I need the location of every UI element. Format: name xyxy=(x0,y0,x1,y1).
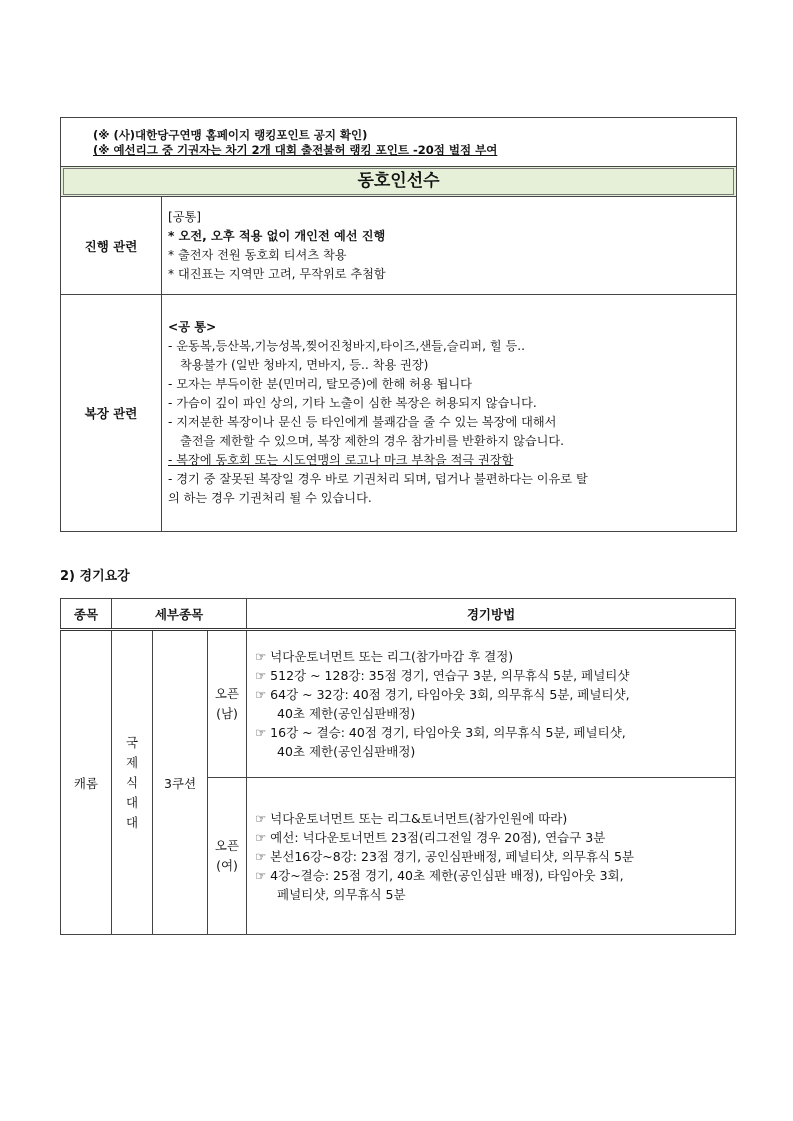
men-line: ☞ 64강 ~ 32강: 40점 경기, 타임아웃 3회, 의무휴식 5분, 페널티샷, xyxy=(255,687,630,702)
men-line: 40초 제한(공인심판배정) xyxy=(277,706,416,721)
header-method: 경기방법 xyxy=(247,599,736,630)
women-category xyxy=(208,778,247,935)
progress-line: * 출전자 전원 동호회 티셔츠 착용 xyxy=(168,247,347,262)
men-line: ☞ 넉다운토너먼트 또는 리그(참가마감 후 결정) xyxy=(255,649,514,664)
progress-line: * 대진표는 지역만 고려, 무작위로 추첨함 xyxy=(168,266,386,281)
section-title-cell xyxy=(61,167,737,197)
notice-cell xyxy=(61,118,737,167)
section-2-heading: 2) 경기요강 xyxy=(60,569,130,584)
women-label: 오픈 xyxy=(214,838,240,853)
men-line: ☞ 512강 ~ 128강: 35점 경기, 연습구 3분, 의무휴식 5분, 페널티샷 xyxy=(255,668,630,683)
dress-line: - 운동복,등산복,기능성복,찢어진청바지,타이즈,샌들,슬리퍼, 힐 등.. xyxy=(168,339,525,353)
women-line: ☞ 본선16강~8강: 23점 경기, 공인심판배정, 페널티샷, 의무휴식 5분 xyxy=(255,848,634,864)
men-category xyxy=(208,630,247,778)
event-cell: 캐롬 xyxy=(61,630,112,935)
men-label: (남) xyxy=(216,706,238,721)
sub1-char: 대 xyxy=(125,794,139,810)
women-line: ☞ 넉다운토너먼트 또는 리그&토너먼트(참가인원에 따라) xyxy=(255,810,568,826)
men-label: 오픈 xyxy=(214,686,240,701)
progress-label: 진행 관련 xyxy=(61,197,162,295)
header-sub-event: 세부종목 xyxy=(112,599,247,630)
sub1-char: 국 xyxy=(125,734,139,750)
women-method xyxy=(247,778,736,935)
dress-line: 의 하는 경우 기권처리 될 수 있습니다. xyxy=(168,491,372,505)
dress-line: - 경기 중 잘못된 복장일 경우 바로 기권처리 되며, 덥거나 불편하다는 이유로 탈 xyxy=(168,472,588,486)
men-line: ☞ 16강 ~ 결승: 40점 경기, 타임아웃 3회, 의무휴식 5분, 페널티샷, xyxy=(255,725,626,740)
dress-line: 출전을 제한할 수 있으며, 복장 제한의 경우 참가비를 반환하지 않습니다. xyxy=(180,434,565,448)
sub1-char: 식 xyxy=(125,774,139,790)
sub-event-2: 3쿠션 xyxy=(153,630,208,935)
dress-heading: <공 통> xyxy=(168,320,217,334)
game-rules-table xyxy=(60,598,736,935)
progress-line: [공통] xyxy=(168,209,202,224)
dress-content xyxy=(162,295,737,532)
dress-label: 복장 관련 xyxy=(61,295,162,532)
sub-event-1 xyxy=(112,630,153,935)
women-line: ☞ 예선: 넉다운토너먼트 23점(리그전일 경우 20점), 연습구 3분 xyxy=(255,829,606,845)
header-event: 종목 xyxy=(61,599,112,630)
notice-line-2: (※ 예선리그 중 기권자는 차기 2개 대회 출전불허 랭킹 포인트 -20점 벌점 부여 xyxy=(93,143,498,157)
dress-line: - 모자는 부득이한 분(민머리, 탈모증)에 한해 허용 됩니다 xyxy=(168,377,472,391)
progress-content xyxy=(162,197,737,295)
men-line: 40초 제한(공인심판배정) xyxy=(277,744,416,759)
sub1-char: 제 xyxy=(125,754,139,770)
player-rules-table xyxy=(60,117,737,532)
dress-line: - 가슴이 깊이 파인 상의, 기타 노출이 심한 복장은 허용되지 않습니다. xyxy=(168,396,537,410)
sub1-char: 대 xyxy=(125,814,139,830)
men-method xyxy=(247,630,736,778)
notice-line-1: (※ (사)대한당구연맹 홈페이지 랭킹포인트 공지 확인) xyxy=(93,128,368,142)
women-label: (여) xyxy=(216,858,238,873)
dress-line: 착용불가 (일반 청바지, 면바지, 등.. 착용 권장) xyxy=(180,358,429,372)
progress-line: * 오전, 오후 적용 없이 개인전 예선 진행 xyxy=(168,228,386,243)
section-title: 동호인선수 xyxy=(63,168,734,195)
dress-line: - 지저분한 복장이나 문신 등 타인에게 불쾌감을 줄 수 있는 복장에 대해서 xyxy=(168,415,557,429)
dress-line: - 복장에 동호회 또는 시도연맹의 로고나 마크 부착을 적극 권장함 xyxy=(168,453,514,467)
women-line: 페널티샷, 의무휴식 5분 xyxy=(277,886,406,902)
women-line: ☞ 4강~결승: 25점 경기, 40초 제한(공인심판 배정), 타임아웃 3회, xyxy=(255,867,624,883)
